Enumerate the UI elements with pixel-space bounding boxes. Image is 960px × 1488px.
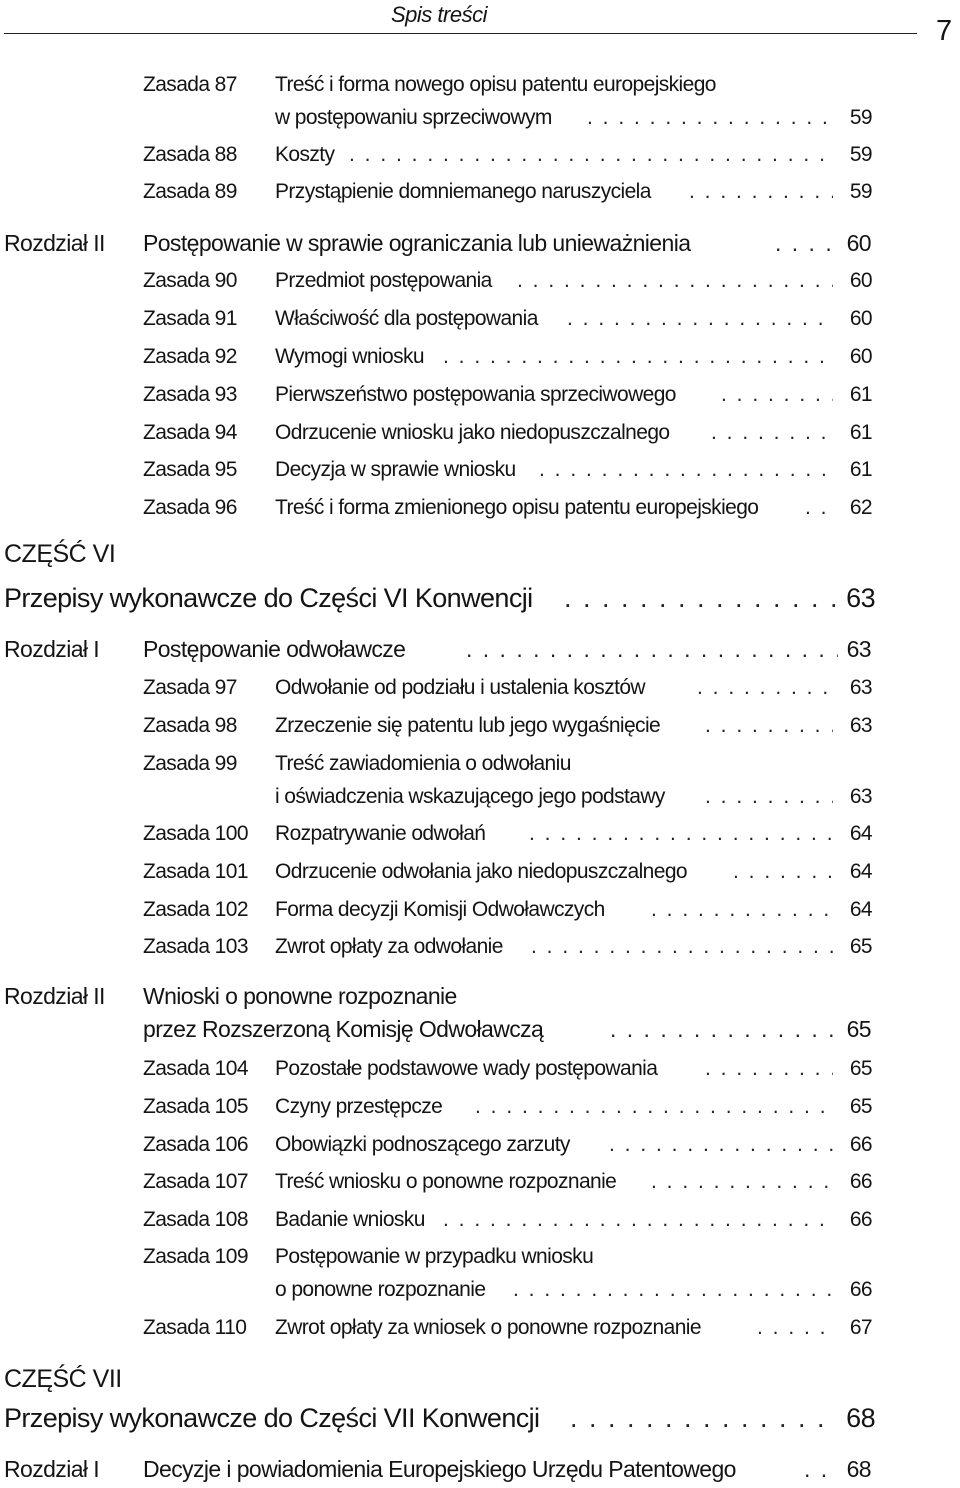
rule-title: Odrzucenie wniosku jako niedopuszczalnego [275,421,670,444]
chapter-label: Rozdział II [4,983,105,1009]
page-ref: 65 [849,1095,872,1118]
chapter-title: Postępowanie odwoławcze [143,636,406,662]
dot-leader [443,340,833,374]
dot-leader [610,1010,838,1048]
dot-leader [721,378,833,412]
rule-title: Pierwszeństwo postępowania sprzeciwowego [275,383,676,406]
page-ref: 63 [849,785,872,808]
toc-chapter-ii-restriction[interactable] [4,224,871,258]
dot-leader [651,1165,833,1199]
page-ref: 63 [849,714,872,737]
rule-title: Zrzeczenie się patentu lub jego wygaśnięcie [275,714,661,737]
page-ref: 65 [846,1016,871,1042]
dot-leader [804,1450,838,1488]
toc-entry-rule-96[interactable] [143,491,872,525]
toc-entry-rule-98[interactable] [143,709,872,743]
page-ref: 66 [849,1133,872,1156]
rule-title: Zwrot opłaty za odwołanie [275,935,503,958]
dot-leader [733,855,833,889]
toc-entry-rule-93[interactable] [143,378,872,412]
toc-entry-rule-110[interactable] [143,1311,872,1345]
rule-title-line: w postępowaniu sprzeciwowym [275,106,552,129]
rule-number: Zasada 100 [143,822,248,845]
toc-entry-rule-100[interactable] [143,817,872,851]
toc-entry-rule-99[interactable] [143,747,872,781]
rule-title: Wymogi wniosku [275,345,424,368]
dot-leader [349,138,833,172]
rule-number: Zasada 89 [143,180,237,203]
toc-entry-rule-104[interactable] [143,1052,872,1086]
toc-entry-rule-87[interactable] [143,68,872,102]
rule-number: Zasada 103 [143,935,248,958]
rule-title: Forma decyzji Komisji Odwoławczych [275,898,605,921]
toc-entry-rule-103[interactable] [143,930,872,964]
toc-entry-rule-88[interactable] [143,138,872,172]
dot-leader [697,671,833,705]
toc-entry-rule-107[interactable] [143,1165,872,1199]
rule-title-line: i oświadczenia wskazującego jego podstawy [275,785,665,808]
dot-leader [651,893,833,927]
rule-title-line: Treść i forma nowego opisu patentu europejskiego [275,73,716,96]
rule-number: Zasada 110 [143,1316,247,1339]
toc-chapter-i-decisions[interactable] [4,1450,871,1484]
dot-leader [587,101,833,135]
rule-number: Zasada 108 [143,1208,248,1231]
chapter-label: Rozdział II [4,230,105,256]
rule-number: Zasada 88 [143,143,237,166]
dot-leader [531,930,833,964]
rule-title: Odwołanie od podziału i ustalenia kosztów [275,676,645,699]
chapter-title: Postępowanie w sprawie ograniczania lub unieważnienia [143,230,691,256]
part-label-vi: CZĘŚĆ VI [4,540,116,568]
rule-number: Zasada 91 [143,307,237,330]
dot-leader [513,1273,833,1307]
rule-title: Przystąpienie domniemanego naruszyciela [275,180,651,203]
rule-number: Zasada 107 [143,1170,248,1193]
page-ref: 64 [849,898,872,921]
page-ref: 64 [849,822,872,845]
page-ref: 61 [849,421,872,444]
rule-title: Obowiązki podnoszącego zarzuty [275,1133,570,1156]
toc-entry-rule-108[interactable] [143,1203,872,1237]
rule-number: Zasada 93 [143,383,237,406]
page-ref: 61 [849,383,872,406]
toc-entry-rule-102[interactable] [143,893,872,927]
toc-part-vi[interactable] [4,578,875,612]
toc-entry-rule-89[interactable] [143,175,872,209]
chapter-title: Decyzje i powiadomienia Europejskiego Urzędu Patentowego [143,1456,736,1482]
rule-number: Zasada 95 [143,458,237,481]
page-ref: 66 [849,1278,872,1301]
page-ref: 59 [849,106,872,129]
page-ref: 61 [849,458,872,481]
page-ref: 60 [849,307,872,330]
page-ref: 68 [846,1456,871,1482]
rule-title: Koszty [275,143,335,166]
page-ref: 63 [846,583,875,613]
dot-leader [567,302,833,336]
page-ref: 63 [849,676,872,699]
page-ref: 68 [846,1403,875,1433]
toc-entry-rule-94[interactable] [143,416,872,450]
toc-entry-rule-92[interactable] [143,340,872,374]
dot-leader [609,1128,833,1162]
toc-entry-rule-109[interactable] [143,1240,872,1274]
part-label-vii: CZĘŚĆ VII [4,1365,122,1393]
rule-title: Badanie wniosku [275,1208,425,1231]
rule-number: Zasada 97 [143,676,237,699]
rule-number: Zasada 102 [143,898,248,921]
part-title: Przepisy wykonawcze do Części VII Konwencji [4,1403,540,1433]
rule-number: Zasada 99 [143,752,237,775]
rule-title: Właściwość dla postępowania [275,307,538,330]
dot-leader [517,264,833,298]
dot-leader [757,1311,833,1345]
rule-number: Zasada 98 [143,714,237,737]
running-header-title: Spis treści [391,2,487,27]
page-ref: 60 [849,345,872,368]
rule-title-line: o ponowne rozpoznanie [275,1278,486,1301]
header-rule [4,33,917,34]
page-ref: 66 [849,1170,872,1193]
rule-number: Zasada 90 [143,269,237,292]
rule-number: Zasada 105 [143,1095,248,1118]
dot-leader [705,1052,833,1086]
part-title: Przepisy wykonawcze do Części VI Konwencji [4,583,533,613]
dot-leader [705,709,833,743]
rule-title: Rozpatrywanie odwołań [275,822,486,845]
dot-leader [443,1203,833,1237]
rule-number: Zasada 96 [143,496,237,519]
rule-title: Treść wniosku o ponowne rozpoznanie [275,1170,617,1193]
rule-number: Zasada 109 [143,1245,248,1268]
rule-title: Decyzja w sprawie wniosku [275,458,516,481]
page-ref: 59 [849,180,872,203]
page-number: 7 [936,15,953,47]
dot-leader [539,453,833,487]
rule-title: Przedmiot postępowania [275,269,492,292]
toc-chapter-ii-review[interactable] [4,977,871,1011]
dot-leader [775,224,841,262]
page-ref: 67 [849,1316,872,1339]
toc-entry-rule-91[interactable] [143,302,872,336]
toc-entry-rule-106[interactable] [143,1128,872,1162]
toc-entry-rule-105[interactable] [143,1090,872,1124]
page-ref: 65 [849,1057,872,1080]
rule-title: Pozostałe podstawowe wady postępowania [275,1057,658,1080]
toc-entry-rule-101[interactable] [143,855,872,889]
dot-leader [564,578,838,618]
toc-entry-rule-109-cont[interactable] [143,1273,872,1307]
rule-number: Zasada 104 [143,1057,248,1080]
dot-leader [689,175,833,209]
dot-leader [705,780,833,814]
dot-leader [529,817,833,851]
rule-title: Odrzucenie odwołania jako niedopuszczalnego [275,860,687,883]
rule-number: Zasada 101 [143,860,248,883]
page-ref: 60 [846,230,871,256]
toc-chapter-ii-review-cont[interactable] [4,1010,871,1044]
rule-title-line: Postępowanie w przypadku wniosku [275,1245,594,1268]
rule-title: Zwrot opłaty za wniosek o ponowne rozpoznanie [275,1316,701,1339]
dot-leader [475,1090,833,1124]
toc-entry-rule-99-cont[interactable] [143,780,872,814]
page-ref: 60 [849,269,872,292]
rule-title-line: Treść zawiadomienia o odwołaniu [275,752,571,775]
rule-title: Treść i forma zmienionego opisu patentu europejskiego [275,496,759,519]
rule-number: Zasada 106 [143,1133,248,1156]
dot-leader [711,416,833,450]
dot-leader [805,491,833,525]
toc-part-vii[interactable] [4,1398,875,1432]
toc-entry-rule-87-cont[interactable] [143,101,872,135]
dot-leader [570,1398,838,1438]
toc-chapter-i-appeal[interactable] [4,630,871,664]
toc-entry-rule-95[interactable] [143,453,872,487]
dot-leader [466,630,838,668]
toc-entry-rule-97[interactable] [143,671,872,705]
page-ref: 64 [849,860,872,883]
page-ref: 62 [849,496,872,519]
page-ref: 59 [849,143,872,166]
page-ref: 65 [849,935,872,958]
chapter-label: Rozdział I [4,636,99,662]
rule-number: Zasada 87 [143,73,237,96]
toc-entry-rule-90[interactable] [143,264,872,298]
rule-number: Zasada 92 [143,345,237,368]
rule-number: Zasada 94 [143,421,237,444]
rule-title: Czyny przestępcze [275,1095,443,1118]
chapter-label: Rozdział I [4,1456,99,1482]
page-ref: 66 [849,1208,872,1231]
chapter-title-line: Wnioski o ponowne rozpoznanie [143,983,457,1009]
chapter-title-line: przez Rozszerzoną Komisję Odwoławczą [143,1016,544,1042]
page-ref: 63 [846,636,871,662]
